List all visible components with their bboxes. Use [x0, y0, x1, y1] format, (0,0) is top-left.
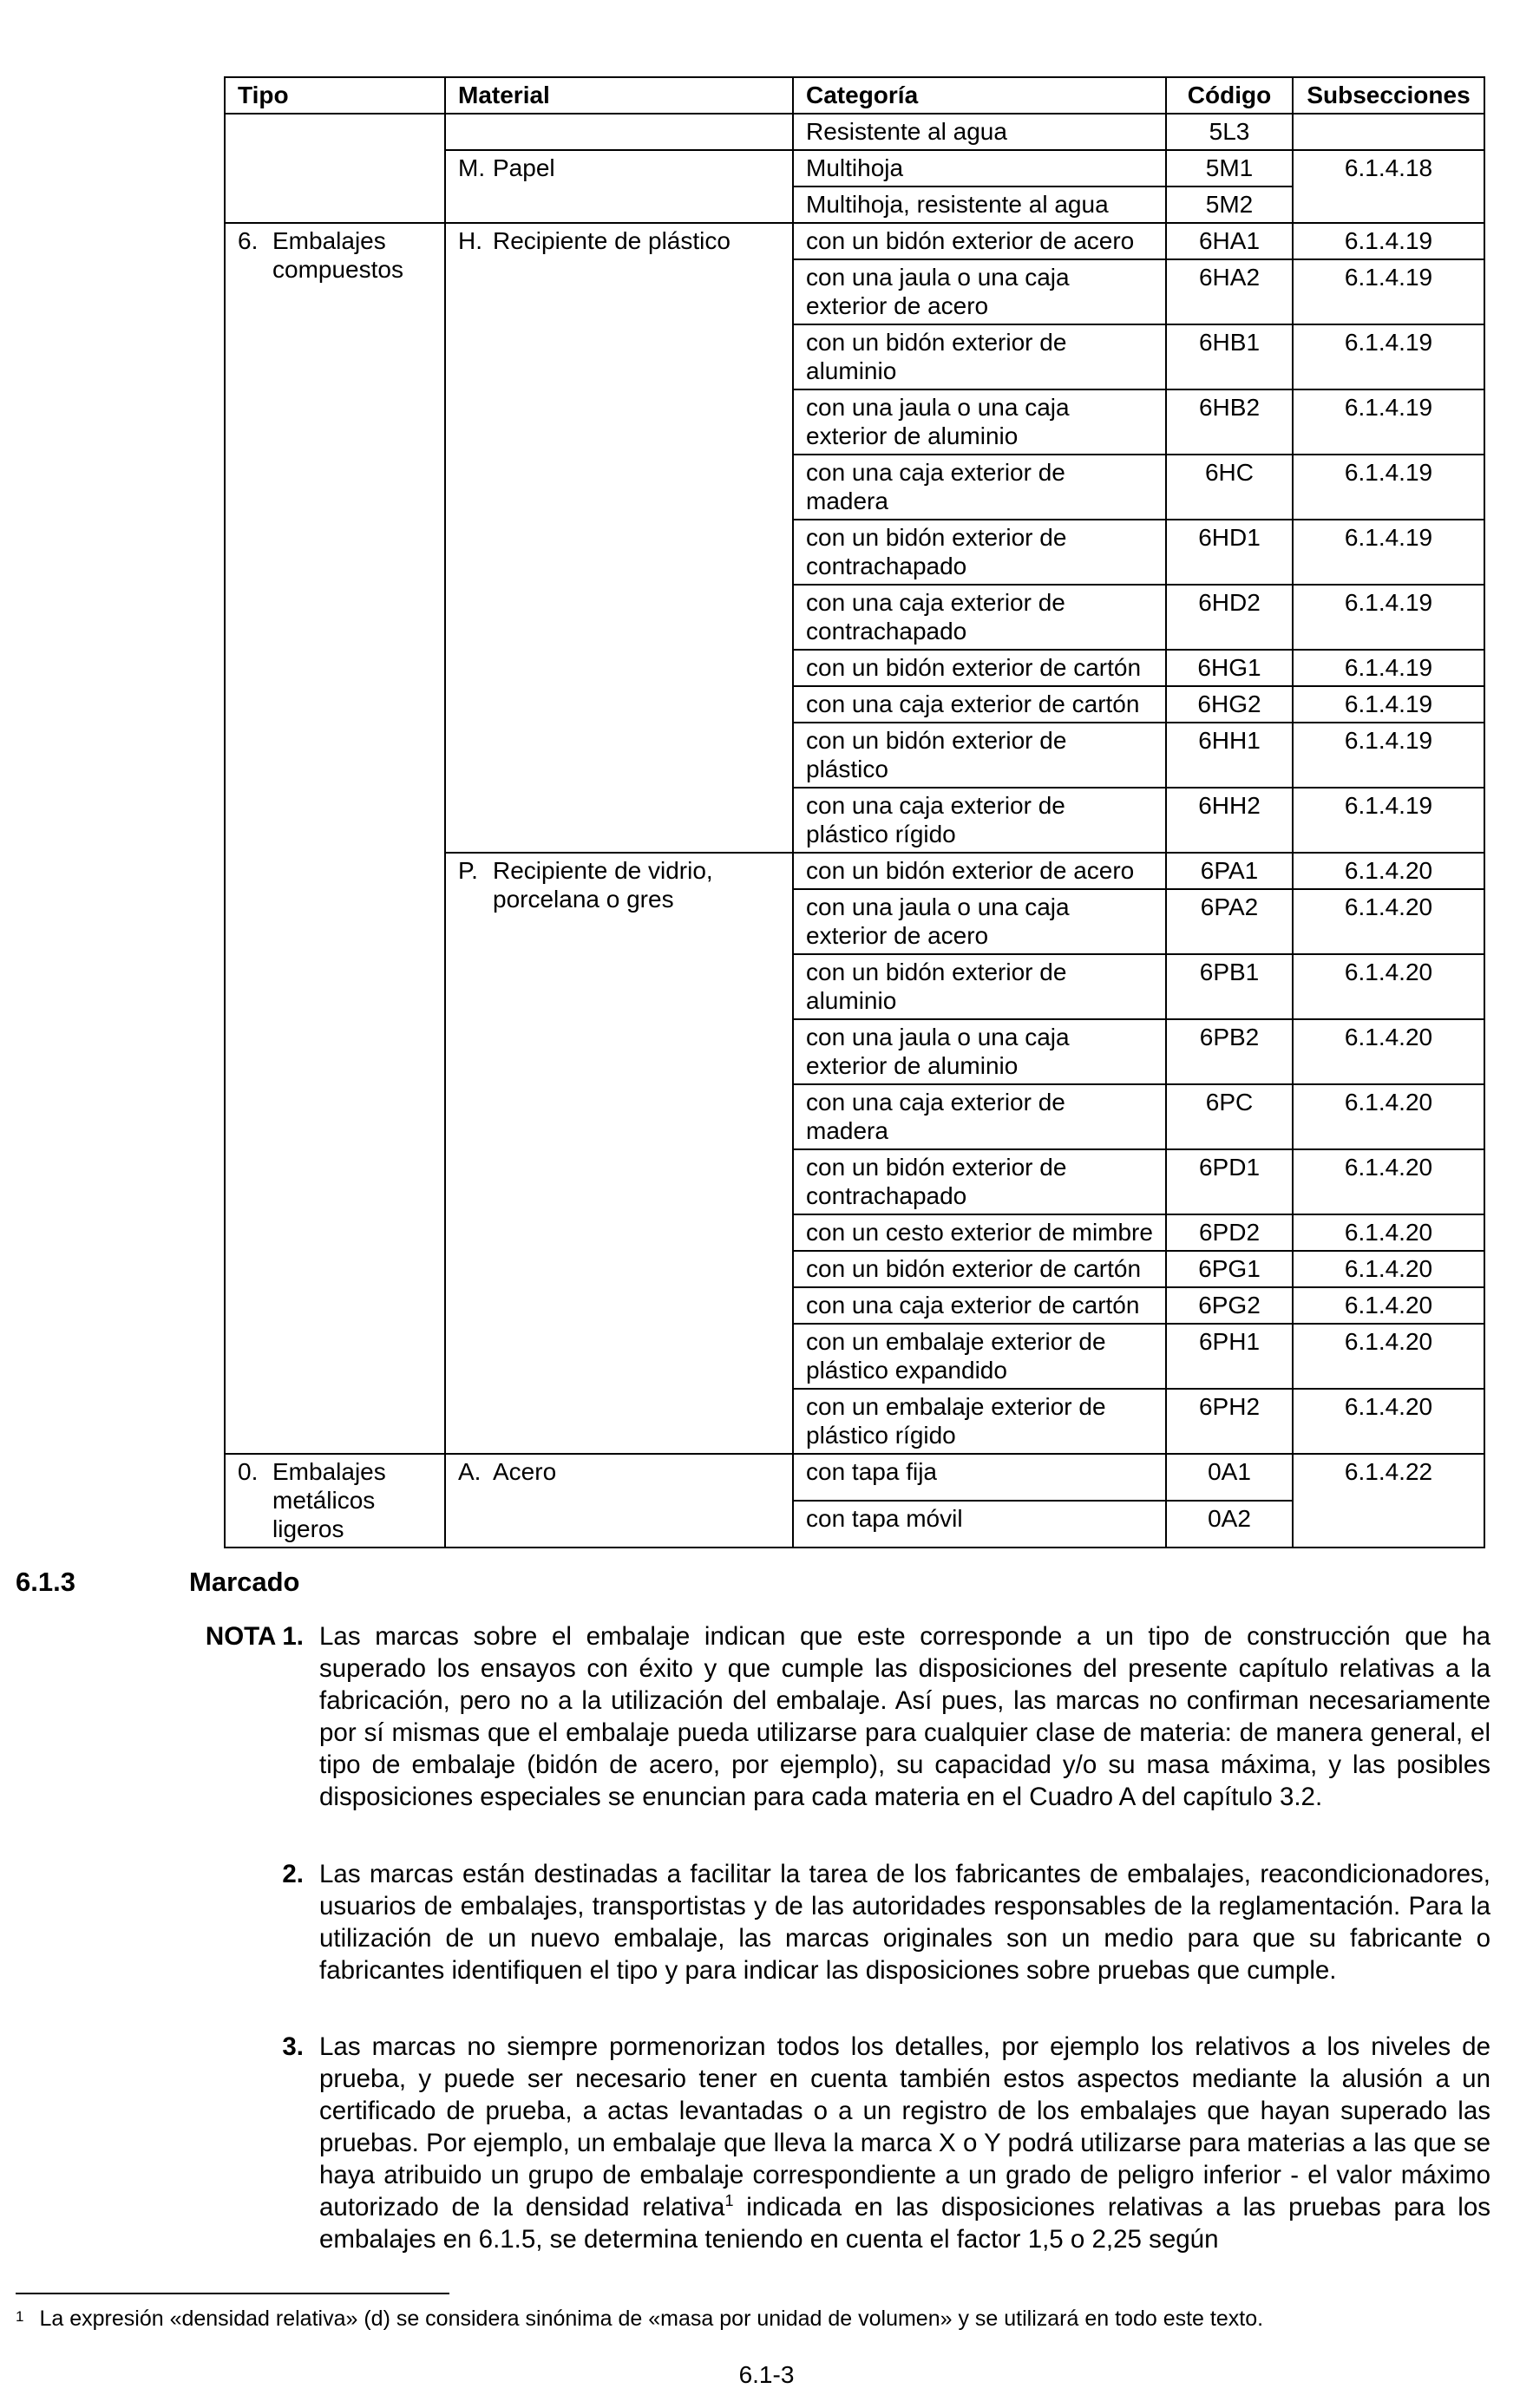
material-text: Papel: [493, 154, 555, 181]
categoria-cell: con un embalaje exterior de plástico expandido: [793, 1324, 1166, 1389]
codigo-cell: 6HB2: [1166, 389, 1293, 455]
tipo-text: Embalajes compuestos: [272, 227, 403, 283]
codigo-cell: 6PC: [1166, 1084, 1293, 1149]
categoria-cell: Resistente al agua: [793, 114, 1166, 150]
material-prefix: H.: [458, 227, 482, 254]
sub-cell: 6.1.4.20: [1293, 1287, 1484, 1324]
sub-cell: 6.1.4.20: [1293, 889, 1484, 954]
note-label: NOTA 1.: [205, 1622, 304, 1651]
categoria-cell: con un bidón exterior de contrachapado: [793, 1149, 1166, 1214]
note-1: [189, 1620, 1490, 1813]
categoria-cell: con una caja exterior de cartón: [793, 686, 1166, 723]
sub-cell: 6.1.4.20: [1293, 853, 1484, 889]
header-tipo: Tipo: [225, 77, 445, 114]
categoria-cell: con una caja exterior de contrachapado: [793, 585, 1166, 650]
sub-cell: 6.1.4.19: [1293, 223, 1484, 259]
codigo-cell: 6HH2: [1166, 788, 1293, 853]
codigo-cell: 6PB2: [1166, 1019, 1293, 1084]
codigo-cell: 6PD2: [1166, 1214, 1293, 1251]
footnote-reference[interactable]: 1: [724, 2192, 734, 2210]
codigo-cell: 5L3: [1166, 114, 1293, 150]
tipo-text: Embalajes metálicos ligeros: [272, 1458, 386, 1542]
sub-cell: 6.1.4.19: [1293, 723, 1484, 788]
tipo-prefix: 6.: [238, 227, 259, 254]
categoria-cell: con un cesto exterior de mimbre: [793, 1214, 1166, 1251]
categoria-cell: Multihoja: [793, 150, 1166, 186]
sub-cell: 6.1.4.19: [1293, 455, 1484, 520]
footnote: [16, 2306, 1490, 2332]
tipo-cell-6: [225, 223, 445, 1454]
sub-cell: 6.1.4.19: [1293, 788, 1484, 853]
sub-cell: 6.1.4.19: [1293, 389, 1484, 455]
categoria-cell: con una caja exterior de plástico rígido: [793, 788, 1166, 853]
header-categoria: Categoría: [793, 77, 1166, 114]
sub-cell: 6.1.4.20: [1293, 1251, 1484, 1287]
material-cell-plastico: [445, 223, 793, 853]
tipo-cell-5-continued: [225, 114, 445, 223]
categoria-cell: con una caja exterior de madera: [793, 1084, 1166, 1149]
codigo-cell: 6HC: [1166, 455, 1293, 520]
sub-cell: 6.1.4.20: [1293, 1149, 1484, 1214]
material-text: Acero: [493, 1458, 557, 1485]
codigo-cell: 6PA2: [1166, 889, 1293, 954]
sub-cell: 6.1.4.20: [1293, 1389, 1484, 1454]
sub-cell: 6.1.4.19: [1293, 686, 1484, 723]
sub-cell: 6.1.4.20: [1293, 1084, 1484, 1149]
table-row: [225, 114, 1484, 150]
categoria-cell: con una jaula o una caja exterior de acero: [793, 259, 1166, 324]
codigo-cell: 6PH2: [1166, 1389, 1293, 1454]
table-row: [225, 1454, 1484, 1501]
categoria-cell: con tapa móvil: [793, 1501, 1166, 1548]
categoria-cell: con un bidón exterior de cartón: [793, 650, 1166, 686]
codigo-cell: 6HA2: [1166, 259, 1293, 324]
codigo-cell: 6PG1: [1166, 1251, 1293, 1287]
codigo-cell: 6PB1: [1166, 954, 1293, 1019]
categoria-cell: con una jaula o una caja exterior de aluminio: [793, 389, 1166, 455]
footnote-marker: 1: [16, 2308, 24, 2325]
sub-cell: 6.1.4.20: [1293, 954, 1484, 1019]
codigo-cell: 6HD2: [1166, 585, 1293, 650]
tipo-prefix: 0.: [238, 1458, 259, 1485]
categoria-cell: con un bidón exterior de cartón: [793, 1251, 1166, 1287]
material-cell-empty: [445, 114, 793, 150]
codigo-cell: 0A2: [1166, 1501, 1293, 1548]
categoria-cell: Multihoja, resistente al agua: [793, 186, 1166, 223]
categoria-cell: con una caja exterior de madera: [793, 455, 1166, 520]
material-prefix: A.: [458, 1458, 482, 1485]
material-text: Recipiente de plástico: [493, 227, 730, 254]
codigo-cell: 6PD1: [1166, 1149, 1293, 1214]
codigo-cell: 6HG2: [1166, 686, 1293, 723]
categoria-cell: con un embalaje exterior de plástico rígido: [793, 1389, 1166, 1454]
tipo-cell-0: [225, 1454, 445, 1548]
categoria-cell: con un bidón exterior de plástico: [793, 723, 1166, 788]
sub-cell: 6.1.4.22: [1293, 1454, 1484, 1548]
sub-cell: 6.1.4.20: [1293, 1324, 1484, 1389]
material-prefix: M.: [458, 154, 486, 181]
material-cell-acero: [445, 1454, 793, 1548]
categoria-cell: con tapa fija: [793, 1454, 1166, 1501]
header-codigo: Código: [1166, 77, 1293, 114]
header-subsecciones: Subsecciones: [1293, 77, 1484, 114]
note-2: [189, 1858, 1490, 1986]
sub-cell: 6.1.4.19: [1293, 520, 1484, 585]
table-header-row: [225, 77, 1484, 114]
categoria-cell: con una caja exterior de cartón: [793, 1287, 1166, 1324]
section-number: 6.1.3: [16, 1567, 75, 1597]
codigo-cell: 5M1: [1166, 150, 1293, 186]
codigo-cell: 6HA1: [1166, 223, 1293, 259]
codigo-cell: 6HH1: [1166, 723, 1293, 788]
note-text-part-1: Las marcas no siempre pormenorizan todos los detalles, por ejemplo los relativos a los niveles de prueba, y puede ser necesario tener en cuenta también estos aspectos mediante la alusión a un certificado de prueba, a actas levantadas o a un registro de los embalajes que hayan superado las pruebas. Por ejemplo, un embalaje que lleva la marca X o Y podrá utilizarse para materias a las que se haya atribuido un grupo de embalaje correspondiente a un grado de peligro inferior - el valor máximo autorizado de la densidad relativa: [319, 2032, 1490, 2222]
categoria-cell: con un bidón exterior de acero: [793, 853, 1166, 889]
material-cell-vidrio: [445, 853, 793, 1454]
sub-cell: 6.1.4.19: [1293, 259, 1484, 324]
codigo-cell: 0A1: [1166, 1454, 1293, 1501]
codigo-cell: 6PH1: [1166, 1324, 1293, 1389]
material-cell-papel: [445, 150, 793, 223]
material-text: Recipiente de vidrio, porcelana o gres: [493, 857, 713, 913]
sub-cell: 6.1.4.20: [1293, 1019, 1484, 1084]
sub-cell: 6.1.4.18: [1293, 150, 1484, 223]
table-row: [225, 223, 1484, 259]
sub-cell: 6.1.4.19: [1293, 650, 1484, 686]
codigo-cell: 5M2: [1166, 186, 1293, 223]
categoria-cell: con una jaula o una caja exterior de acero: [793, 889, 1166, 954]
sub-cell-empty: [1293, 114, 1484, 150]
sub-cell: 6.1.4.19: [1293, 585, 1484, 650]
packaging-codes-table: [224, 76, 1485, 1548]
note-label: 2.: [282, 1860, 304, 1888]
sub-cell: 6.1.4.20: [1293, 1214, 1484, 1251]
codigo-cell: 6PG2: [1166, 1287, 1293, 1324]
note-text: [319, 2031, 1490, 2255]
footnote-text: La expresión «densidad relativa» (d) se considera sinónima de «masa por unidad de volumen» y se utilizará en todo este texto.: [39, 2307, 1264, 2331]
page-number: 6.1-3: [738, 2361, 795, 2388]
footnote-separator: [16, 2293, 449, 2294]
categoria-cell: con un bidón exterior de contrachapado: [793, 520, 1166, 585]
note-label: 3.: [282, 2032, 304, 2061]
sub-cell: 6.1.4.19: [1293, 324, 1484, 389]
categoria-cell: con una jaula o una caja exterior de aluminio: [793, 1019, 1166, 1084]
note-text: Las marcas están destinadas a facilitar la tarea de los fabricantes de embalajes, reacondicionadores, usuarios de embalajes, transportistas y de las autoridades responsables de la reglamentación. Para la utilización de un nuevo embalaje, las marcas originales son un medio para que su fabricante o fabricantes identifiquen el tipo y para indicar las disposiciones sobre pruebas que cumple.: [319, 1860, 1490, 1985]
section-title: Marcado: [189, 1567, 300, 1597]
codigo-cell: 6HD1: [1166, 520, 1293, 585]
categoria-cell: con un bidón exterior de aluminio: [793, 954, 1166, 1019]
codigo-cell: 6HG1: [1166, 650, 1293, 686]
codigo-cell: 6HB1: [1166, 324, 1293, 389]
note-3: [189, 2031, 1490, 2255]
note-text: Las marcas sobre el embalaje indican que este corresponde a un tipo de construcción que ha superado los ensayos con éxito y que cumple las disposiciones del presente capítulo relativas a la fabricación, pero no a la utilización del embalaje. Así pues, las marcas no confirman necesariamente por sí mismas que el embalaje pueda utilizarse para cualquier clase de materia: de manera general, el tipo de embalaje (bidón de acero, por ejemplo), su capacidad y/o su masa máxima, y las posibles disposiciones especiales se enuncian para cada materia en el Cuadro A del capítulo 3.2.: [319, 1622, 1490, 1811]
note-text-part-2: indicada en las disposiciones relativas a las pruebas para los embalajes en 6.1.5, se determina teniendo en cuenta el factor 1,5 o 2,25 según: [319, 2193, 1490, 2254]
header-material: Material: [445, 77, 793, 114]
material-prefix: P.: [458, 857, 478, 884]
categoria-cell: con un bidón exterior de aluminio: [793, 324, 1166, 389]
codigo-cell: 6PA1: [1166, 853, 1293, 889]
categoria-cell: con un bidón exterior de acero: [793, 223, 1166, 259]
